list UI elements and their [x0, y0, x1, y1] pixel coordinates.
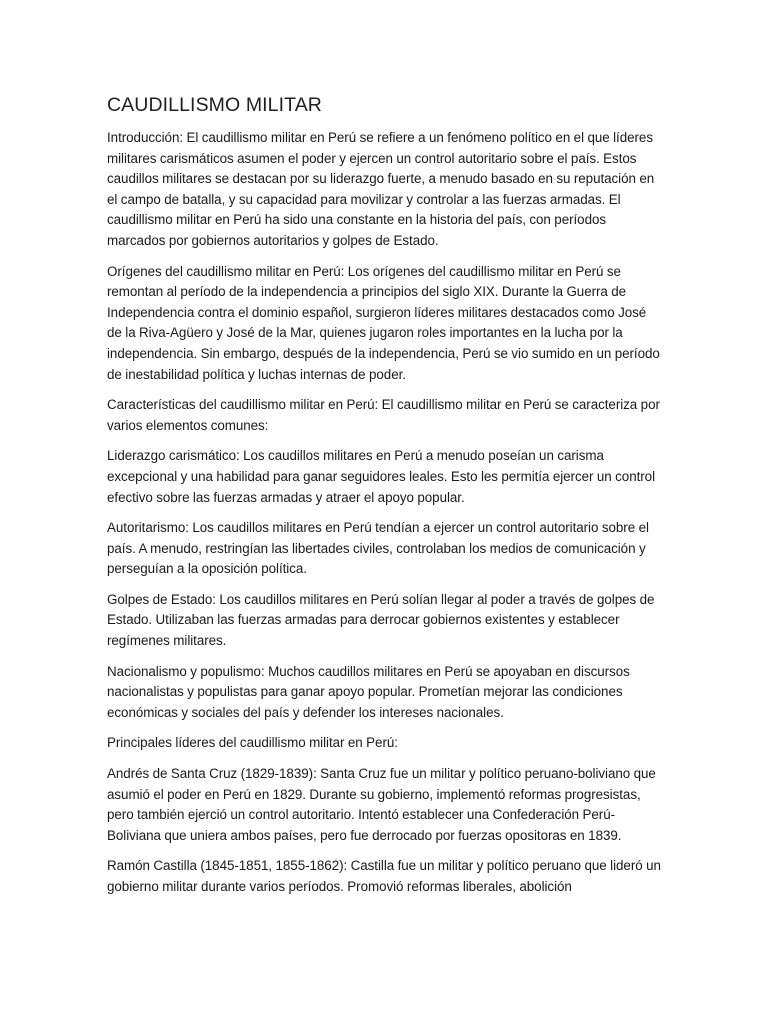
document-title: CAUDILLISMO MILITAR: [107, 94, 322, 116]
document-body: [107, 92, 663, 908]
paragraph-ramon-castilla: Ramón Castilla (1845-1851, 1855-1862): Castilla fue un militar y político peruano que lideró un gobierno militar durante varios períodos. Promovió reformas liberales, abolición: [107, 858, 661, 894]
paragraph-andres-de-santa-cruz: Andrés de Santa Cruz (1829-1839): Santa Cruz fue un militar y político peruano-boliviano que asumió el poder en Perú en 1829. Durante su gobierno, implementó reformas progresistas, pero también ejerció un control autoritario. Intentó establecer una Confederación Perú-Boliviana que uniera ambos países, pero fue derrocado por fuerzas opositoras en 1839.: [107, 766, 656, 843]
paragraph-caracteristicas: Características del caudillismo militar en Perú: El caudillismo militar en Perú se caracteriza por varios elementos comunes:: [107, 397, 660, 433]
paragraph-principales-lideres: Principales líderes del caudillismo militar en Perú:: [107, 735, 398, 751]
paragraph-origenes: Orígenes del caudillismo militar en Perú: Los orígenes del caudillismo militar en Perú se remontan al período de la independencia a principios del siglo XIX. Durante la Guerra de Independencia contra el dominio español, surgieron líderes militares destacados como José de la Riva-Agüero y José de la Mar, quienes jugaron roles importantes en la lucha por la independencia. Sin embargo, después de la independencia, Perú se vio sumido en un período de inestabilidad política y luchas internas de poder.: [107, 263, 660, 382]
paragraph-autoritarismo: Autoritarismo: Los caudillos militares en Perú tendían a ejercer un control autoritario sobre el país. A menudo, restringían las libertades civiles, controlaban los medios de comunicación y perseguían a la oposición política.: [107, 520, 649, 577]
paragraph-liderazgo-carismatico: Liderazgo carismático: Los caudillos militares en Perú a menudo poseían un carisma excepcional y una habilidad para ganar seguidores leales. Esto les permitía ejercer un control efectivo sobre las fuerzas armadas y atraer el apoyo popular.: [107, 448, 655, 505]
paragraph-introduccion: Introducción: El caudillismo militar en Perú se refiere a un fenómeno político en el que líderes militares carismáticos asumen el poder y ejercen un control autoritario sobre el país. Estos caudillos militares se destacan por su liderazgo fuerte, a menudo basado en su reputación en el campo de batalla, y su capacidad para movilizar y controlar a las fuerzas armadas. El caudillismo militar en Perú ha sido una constante en la historia del país, con períodos marcados por gobiernos autoritarios y golpes de Estado.: [107, 130, 655, 248]
paragraph-golpes-de-estado: Golpes de Estado: Los caudillos militares en Perú solían llegar al poder a través de golpes de Estado. Utilizaban las fuerzas armadas para derrocar gobiernos existentes y establecer regímenes militares.: [107, 591, 655, 649]
paragraph-nacionalismo-populismo: Nacionalismo y populismo: Muchos caudillos militares en Perú se apoyaban en discursos nacionalistas y populistas para ganar apoyo popular. Prometían mejorar las condiciones económicas y sociales del país y defender los intereses nacionales.: [107, 663, 630, 720]
